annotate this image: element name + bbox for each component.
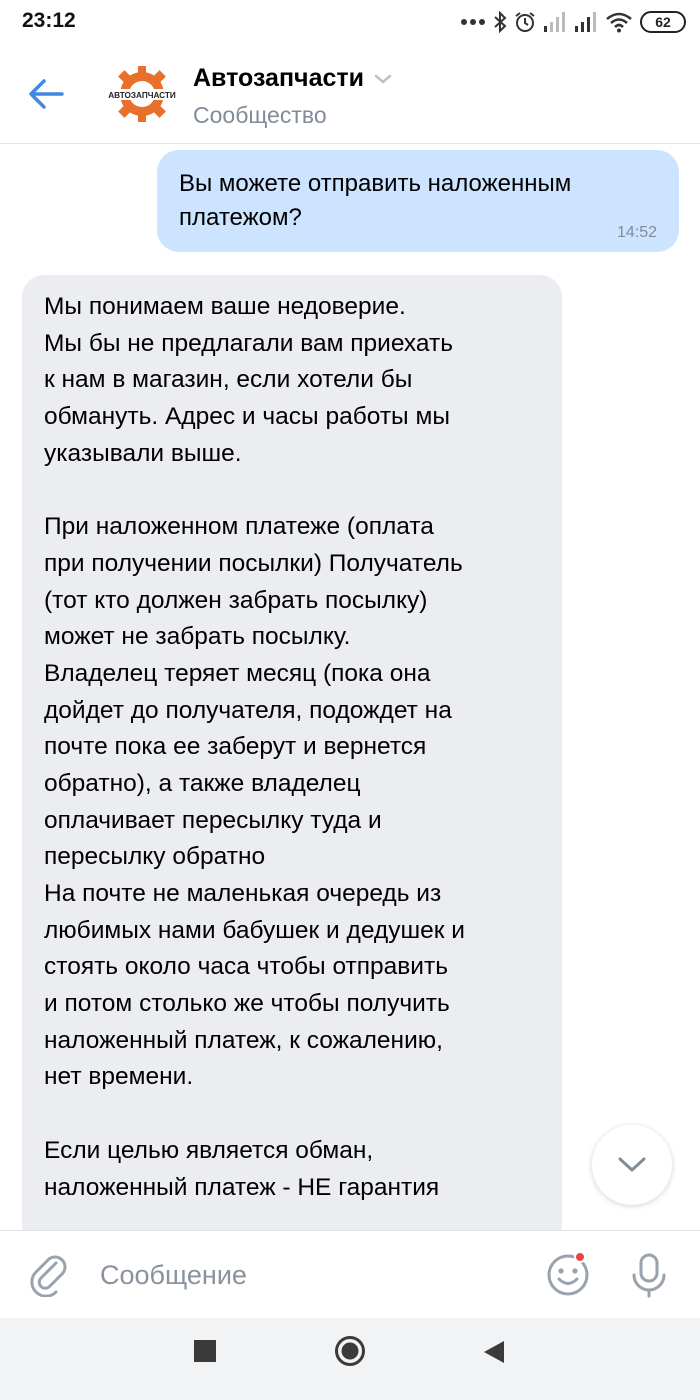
dots-icon (460, 18, 486, 26)
message-line: Мы понимаем ваше недоверие. (44, 293, 406, 320)
bluetooth-icon (493, 11, 507, 33)
voice-message-button[interactable] (628, 1251, 670, 1299)
status-icons (460, 10, 686, 34)
signal-icon (574, 12, 598, 32)
triangle-back-icon (482, 1339, 506, 1365)
message-line: указывали выше. (44, 439, 242, 467)
incoming-message[interactable] (22, 275, 562, 1230)
message-line: Если целью является обман, (44, 1136, 374, 1164)
message-line: почте пока ее заберут и вернется (44, 733, 427, 761)
battery-level: 62 (655, 14, 671, 30)
message-line: и потом столько же чтобы получить (44, 990, 450, 1018)
chevron-down-icon (617, 1156, 647, 1174)
message-line: дойдет до получателя, подождет на (44, 696, 452, 724)
message-line: обратно), а также владелец (44, 769, 361, 797)
chat-title-text: Автозапчасти (193, 64, 364, 92)
message-line: стоять около часа чтобы отправить (44, 953, 448, 981)
battery-icon (640, 11, 686, 33)
scroll-down-button[interactable] (592, 1125, 672, 1205)
home-circle-icon (334, 1335, 366, 1367)
home-button[interactable] (334, 1335, 366, 1367)
message-line: нет времени. (44, 1063, 194, 1091)
chat-title[interactable] (193, 64, 392, 93)
message-line: к нам в магазин, если хотели бы (44, 366, 413, 394)
message-time: 14:52 (616, 224, 657, 241)
notification-dot (574, 1251, 586, 1263)
message-line (44, 1096, 540, 1133)
avatar[interactable] (108, 60, 176, 128)
arrow-left-icon (26, 74, 66, 114)
message-line: любимых нами бабушек и дедушек и (44, 916, 465, 944)
message-line: наложенный платеж, к сожалению, (44, 1026, 443, 1054)
message-line: пересылку обратно (44, 843, 266, 871)
outgoing-message[interactable] (157, 150, 679, 252)
message-line: Мы бы не предлагали вам приехать (44, 329, 453, 357)
chat-subtitle: Сообщество (193, 102, 327, 128)
avatar-text: АВТОЗАПЧАСТИ (108, 91, 176, 100)
message-line: оплачивает пересылку туда и (44, 806, 382, 834)
message-line: при получении посылки) Получатель (44, 549, 463, 577)
message-text: Вы можете отправить наложенным платежом? (179, 170, 572, 231)
alarm-icon (514, 11, 536, 33)
recent-apps-button[interactable] (194, 1340, 216, 1362)
message-line: При наложенном платеже (оплата (44, 513, 434, 541)
wifi-icon (605, 11, 633, 33)
gear-logo-icon (108, 60, 176, 128)
message-input[interactable] (100, 1251, 520, 1299)
message-list[interactable] (0, 145, 700, 1230)
message-line: На почте не маленькая очередь из (44, 880, 442, 907)
message-line: может не забрать посылку. (44, 623, 351, 651)
microphone-icon (628, 1251, 670, 1299)
status-time: 23:12 (22, 9, 76, 32)
message-line: наложенный платеж - НЕ гарантия (44, 1173, 440, 1201)
message-line (44, 472, 540, 509)
attach-button[interactable] (28, 1253, 72, 1297)
nav-back-button[interactable] (482, 1339, 506, 1365)
message-line: (тот кто должен забрать посылку) (44, 586, 428, 614)
message-composer (0, 1230, 700, 1318)
chevron-down-icon (374, 73, 392, 85)
signal-icon (543, 12, 567, 32)
paperclip-icon (28, 1253, 72, 1297)
message-line: обмануть. Адрес и часы работы мы (44, 403, 450, 431)
chat-header (0, 44, 700, 144)
message-line: Владелец теряет месяц (пока она (44, 659, 431, 687)
system-nav-bar (0, 1318, 700, 1400)
back-button[interactable] (26, 74, 72, 114)
status-bar (0, 0, 700, 44)
